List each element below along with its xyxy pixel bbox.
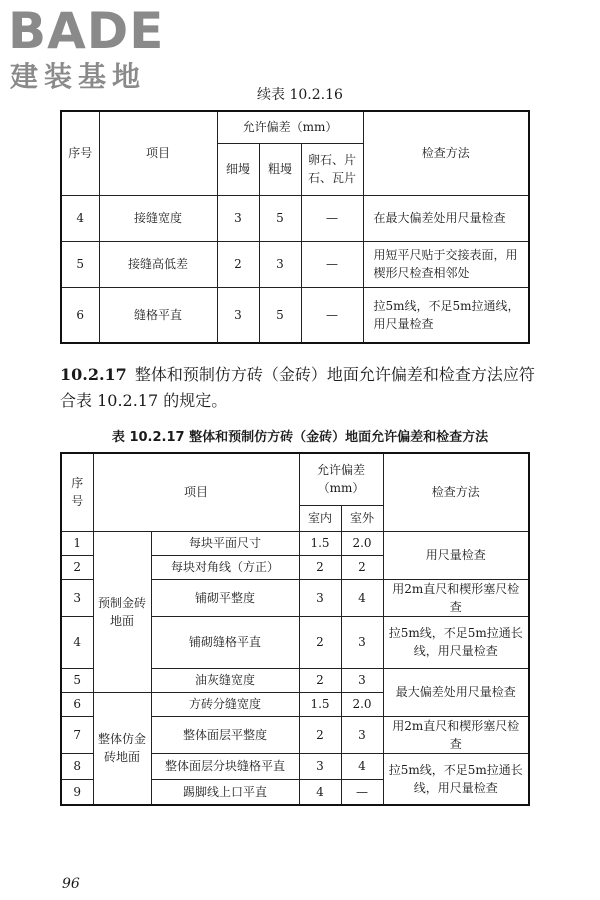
table-row [61, 195, 529, 241]
t2-cell: 3 [341, 716, 383, 753]
t1-header-coarse: 粗墁 [259, 143, 301, 195]
t2-cell: 油灰缝宽度 [151, 668, 299, 692]
t2-cell: 2 [61, 555, 93, 579]
t2-cell: 3 [61, 579, 93, 616]
table2 [60, 452, 530, 806]
t2-cell: 2 [299, 716, 341, 753]
t2-cell: 方砖分缝宽度 [151, 692, 299, 716]
t2-group-prefab: 预制金砖地面 [93, 531, 151, 692]
t2-header-tolerance: 允许偏差（mm） [299, 453, 383, 505]
t1-cell: 5 [61, 241, 99, 287]
section-number: 10.2.17 [60, 365, 127, 384]
t2-method: 用2m直尺和楔形塞尺检查 [383, 579, 529, 616]
t2-cell: — [341, 779, 383, 805]
logo-subtitle: 建装基地 [10, 60, 147, 93]
t2-method: 用2m直尺和楔形塞尺检查 [383, 716, 529, 753]
t1-cell: 3 [217, 287, 259, 343]
t2-cell: 2 [299, 555, 341, 579]
t1-cell: 3 [217, 195, 259, 241]
t2-cell: 4 [341, 579, 383, 616]
t1-cell: 3 [259, 241, 301, 287]
t1-cell: 2 [217, 241, 259, 287]
section-10-2-17 [60, 362, 540, 414]
table-row [61, 287, 529, 343]
t2-cell: 踢脚线上口平直 [151, 779, 299, 805]
t1-cell: 6 [61, 287, 99, 343]
t2-cell: 每块对角线（方正） [151, 555, 299, 579]
t1-cell: 缝格平直 [99, 287, 217, 343]
t2-header-outdoor: 室外 [341, 505, 383, 531]
t2-cell: 3 [299, 579, 341, 616]
table-row [61, 531, 529, 555]
t2-cell: 6 [61, 692, 93, 716]
t2-cell: 4 [299, 779, 341, 805]
t1-header-seq: 序号 [61, 111, 99, 195]
t2-cell: 1.5 [299, 531, 341, 555]
t2-cell: 4 [61, 616, 93, 668]
t2-cell: 1.5 [299, 692, 341, 716]
t2-group-integral: 整体仿金砖地面 [93, 692, 151, 805]
t2-cell: 9 [61, 779, 93, 805]
t2-cell: 2.0 [341, 531, 383, 555]
t2-cell: 8 [61, 753, 93, 779]
t1-header-tolerance: 允许偏差（mm） [217, 111, 363, 143]
page-number: 96 [62, 876, 80, 892]
t2-header-item: 项目 [93, 453, 299, 531]
t1-cell: 5 [259, 287, 301, 343]
table-row [61, 241, 529, 287]
t1-cell: — [301, 287, 363, 343]
t2-cell: 整体面层平整度 [151, 716, 299, 753]
t2-method: 用尺量检查 [383, 531, 529, 579]
t2-cell: 1 [61, 531, 93, 555]
t2-cell: 7 [61, 716, 93, 753]
t2-cell: 3 [299, 753, 341, 779]
t2-cell: 3 [341, 668, 383, 692]
t2-header-method: 检查方法 [383, 453, 529, 531]
t1-header-method: 检查方法 [363, 111, 529, 195]
t2-cell: 5 [61, 668, 93, 692]
t2-header-seq: 序号 [61, 453, 93, 531]
t2-cell: 4 [341, 753, 383, 779]
t1-header-fine: 细墁 [217, 143, 259, 195]
t2-cell: 2.0 [341, 692, 383, 716]
t1-header-item: 项目 [99, 111, 217, 195]
t2-cell: 2 [299, 616, 341, 668]
t2-method: 拉5m线，不足5m拉通长线，用尺量检查 [383, 616, 529, 668]
t2-cell: 2 [341, 555, 383, 579]
t2-method: 拉5m线，不足5m拉通长线，用尺量检查 [383, 753, 529, 805]
t2-cell: 2 [299, 668, 341, 692]
section-text: 整体和预制仿方砖（金砖）地面允许偏差和检查方法应符合表 10.2.17 的规定。 [60, 365, 535, 410]
t2-header-indoor: 室内 [299, 505, 341, 531]
t1-cell: 接缝宽度 [99, 195, 217, 241]
t2-cell: 每块平面尺寸 [151, 531, 299, 555]
table1-caption: 续表 10.2.16 [257, 87, 343, 103]
t1-cell: 用短平尺贴于交接表面，用楔形尺检查相邻处 [363, 241, 529, 287]
t1-cell: 接缝高低差 [99, 241, 217, 287]
t2-cell: 铺砌缝格平直 [151, 616, 299, 668]
t1-cell: 5 [259, 195, 301, 241]
logo-word: BADE [8, 2, 165, 60]
t1-cell: 在最大偏差处用尺量检查 [363, 195, 529, 241]
t1-cell: — [301, 195, 363, 241]
t2-cell: 整体面层分块缝格平直 [151, 753, 299, 779]
t1-header-stone: 卵石、片石、瓦片 [301, 143, 363, 195]
table1 [60, 110, 530, 344]
table2-caption: 表 10.2.17 整体和预制仿方砖（金砖）地面允许偏差和检查方法 [111, 430, 489, 445]
t1-cell: 拉5m线，不足5m拉通线，用尺量检查 [363, 287, 529, 343]
t2-cell: 铺砌平整度 [151, 579, 299, 616]
t1-cell: 4 [61, 195, 99, 241]
t2-cell: 3 [341, 616, 383, 668]
t2-method: 最大偏差处用尺量检查 [383, 668, 529, 716]
t1-cell: — [301, 241, 363, 287]
